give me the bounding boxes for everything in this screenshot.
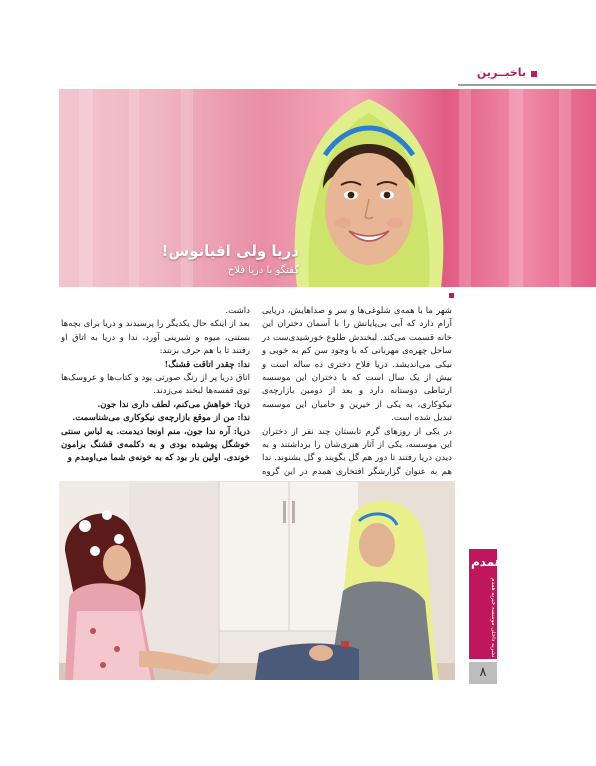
curtain-fold <box>79 89 93 287</box>
paragraph: داشت. <box>225 306 250 316</box>
curtain-fold <box>459 89 471 287</box>
interview-scene <box>59 481 455 680</box>
article-subtitle: گفتگو با دریا فلاح <box>227 265 299 276</box>
curtain-fold <box>129 89 139 287</box>
paragraph: شهر ما با همه‌ی شلوغی‌ها و سر و صداهایش، دریایی آرام دارد که آبی بی‌پایانش را با آسمان دختران این خانه قسمت می‌کند. لبخندش طلوع خورشیدی‌ست در ساحل چهره‌ی مهربانی که با وجود سن کم به خوبی و نیکی می‌اندیشد. دریا فلاح دختری ده ساله است و بیش از یک سال است که با دختران این موسسه ارتباطی دوستانه دارد و بعد از دومین بازارچه‌ی نیکوکاری، به یکی از خیرین و حامیان این موسسه تبدیل شده است. <box>262 306 452 424</box>
paragraph: در یکی از روزهای گرم تابستان چند نفر از دختران این موسسه، یکی از آثار هنری‌شان را برداشتند و به دیدن دریا رفتند تا دور هم گل بگویند و گل بشنوند. ندا هم به عنوان گزارشگر افتخاری همدم در این گروه <box>262 426 452 477</box>
section-bullet-icon <box>531 71 537 77</box>
paragraph: بعد از اینکه حال یکدیگر را پرسیدند و دریا برای بچه‌ها بستنی، میوه و شیرینی آورد، ندا و دریا به اتاق او رفتند تا با هم حرف بزنند: <box>61 319 250 357</box>
dialogue-line: دریا: آره ندا جون، منم اونجا دیدمت. یه لباس سنتی خوشگل پوشیده بودی و به دکلمه‌ی قشنگ برامون خوندی. اولین بار بود که به خونه‌ی شما می‌اومدم و <box>61 426 250 464</box>
girl-portrait <box>279 89 459 287</box>
article-title: دریا ولی اقیانوس! <box>161 242 299 260</box>
page-number: ۸ <box>479 665 487 680</box>
paragraph: اتاق دریا پر از رنگ صورتی بود و کتاب‌ها و عروسک‌ها توی قفسه‌ها لبخند می‌زدند. <box>61 373 250 397</box>
article-column-right <box>262 305 452 493</box>
curtain-fold <box>509 89 523 287</box>
magazine-logo: همدم <box>471 555 504 569</box>
dialogue-line: ندا: من از موقع بازارچه‌ی نیکوکاری می‌شناسمت. <box>72 413 250 424</box>
column-bullet-icon <box>449 293 454 298</box>
interview-photo <box>59 481 455 680</box>
dialogue-line: ندا: چقدر اتاقت قشنگ! <box>164 359 250 370</box>
header-divider <box>458 84 596 86</box>
article-column-left <box>61 305 250 466</box>
magazine-caption: نشریه داخلی موسسه خیریه همدم <box>490 577 496 657</box>
curtain-fold <box>559 89 571 287</box>
hero-photo <box>59 89 596 287</box>
dialogue-line: دریا: خواهش می‌کنم، لطف داری ندا جون. <box>97 399 250 410</box>
section-label: باخبــرین <box>476 66 526 79</box>
